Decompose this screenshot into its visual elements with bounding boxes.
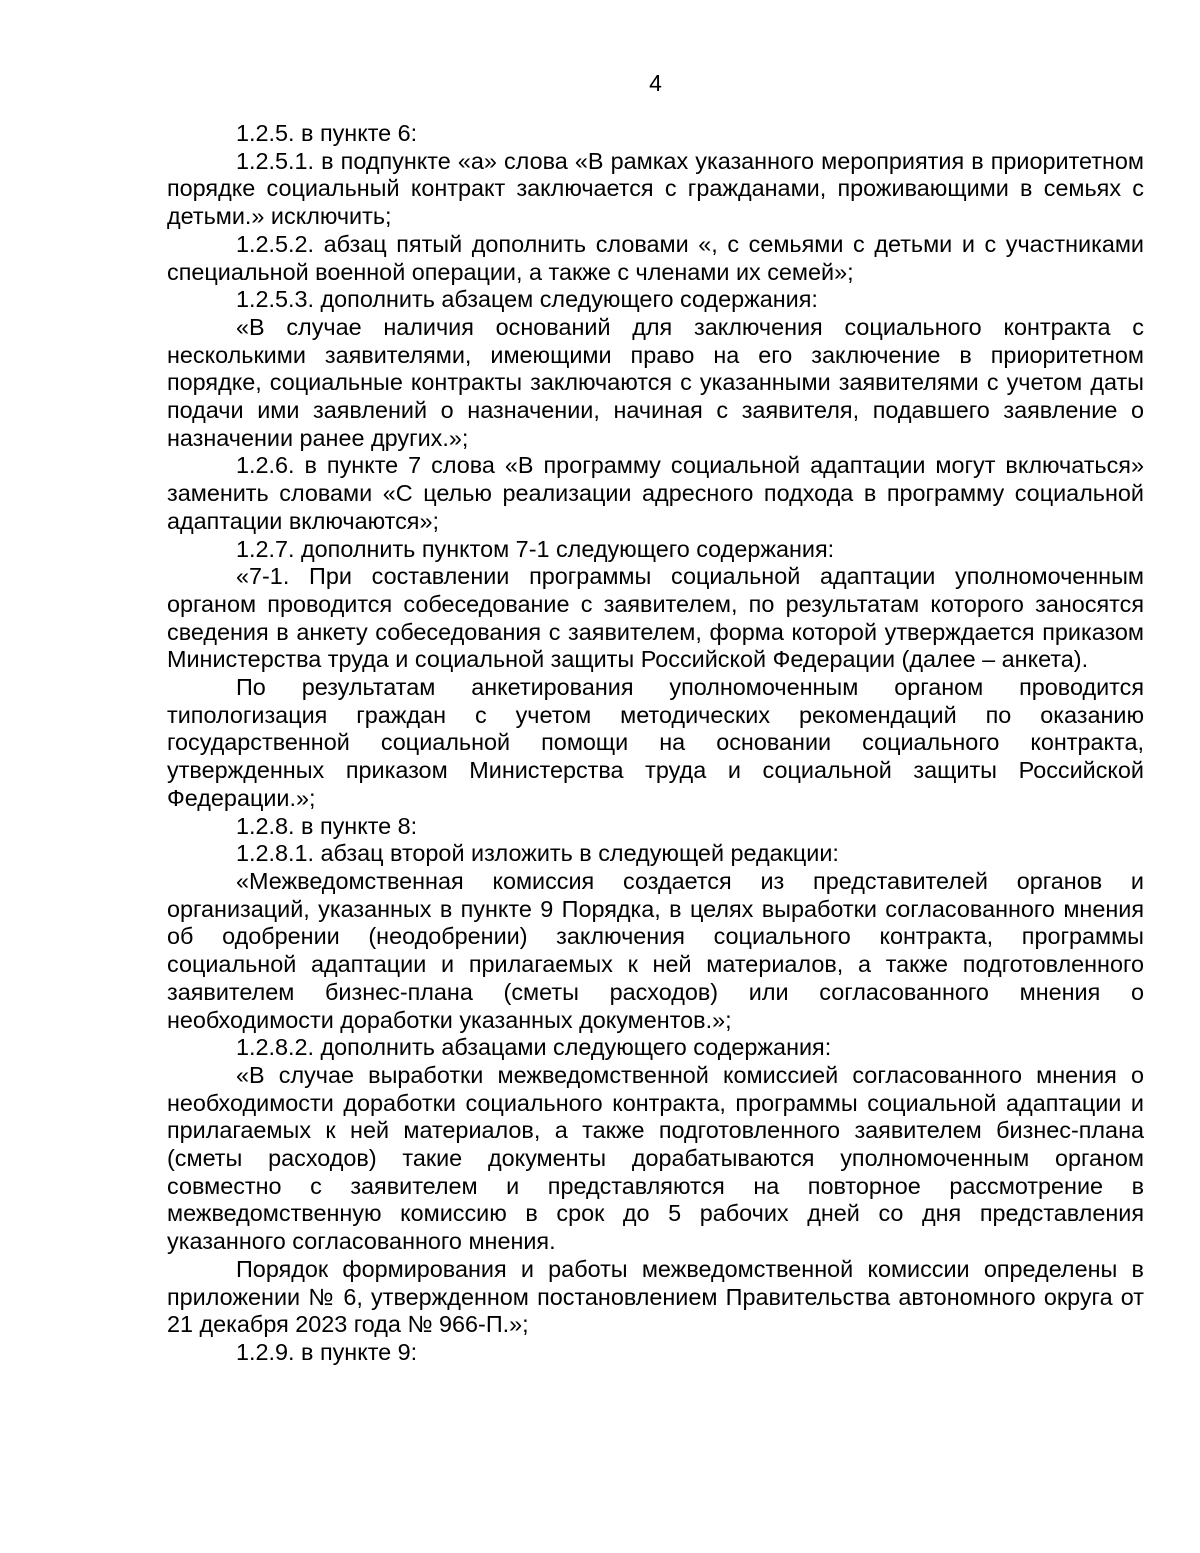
- paragraph-1-2-5: 1.2.5. в пункте 6:: [236, 120, 418, 146]
- paragraph-1-2-8-1: 1.2.8.1. абзац второй изложить в следующей редакции:: [236, 840, 839, 867]
- paragraph-1-2-6: 1.2.6. в пункте 7 слова «В программу социальной адаптации могут включаться» заменить словами «С целью реализации адресного подхода в программу социальной адаптации включаются»;: [167, 452, 1144, 534]
- paragraph-quote-priority-order: «В случае наличия оснований для заключения социального контракта с несколькими заявителями, имеющими право на его заключение в приоритетном порядке, социальные контракты заключаются с указанными заявителями с учетом даты подачи ими заявлений о назначении, начиная с заявителя, подавшего заявление о назначении ранее других.»;: [167, 313, 1144, 451]
- paragraph-1-2-5-1: 1.2.5.1. в подпункте «а» слова «В рамках указанного мероприятия в приоритетном порядке социальный контракт заключается с гражданами, проживающими в семьях с детьми.» исключить;: [167, 147, 1144, 230]
- paragraph-1-2-8: 1.2.8. в пункте 8:: [236, 812, 418, 839]
- document-body: [167, 120, 1144, 1367]
- page-number: 4: [649, 70, 662, 96]
- paragraph-1-2-8-2: 1.2.8.2. дополнить абзацами следующего содержания:: [236, 1034, 832, 1061]
- paragraph-quote-commission: «Межведомственная комиссия создается из представителей органов и организаций, указанных в пункте 9 Порядка, в целях выработки согласованного мнения об одобрении (неодобрении) заключения социального контракта, программы социальной адаптации и прилагаемых к ней материалов, а также подготовленного заявителем бизнес-плана (сметы расходов) или согласованного мнения о необходимости доработки указанных документов.»;: [167, 867, 1144, 1033]
- paragraph-quote-revision: «В случае выработки межведомственной комиссией согласованного мнения о необходимости доработки социального контракта, программы социальной адаптации и прилагаемых к ней материалов, а также подготовленного заявителем бизнес-плана (сметы расходов) такие документы дорабатываются уполномоченным органом совместно с заявителем и представляются на повторное рассмотрение в межведомственную комиссию в срок до 5 рабочих дней со дня представления указанного согласованного мнения.: [167, 1061, 1144, 1255]
- paragraph-1-2-5-2: 1.2.5.2. абзац пятый дополнить словами «, с семьями с детьми и с участниками специальной военной операции, а также с членами их семей»;: [167, 230, 1144, 285]
- paragraph-1-2-5-3: 1.2.5.3. дополнить абзацем следующего содержания:: [236, 286, 818, 313]
- paragraph-commission-order: Порядок формирования и работы межведомственной комиссии определены в приложении № 6, утвержденном постановлением Правительства автономного округа от 21 декабря 2023 года № 966-П.»;: [167, 1255, 1144, 1338]
- paragraph-quote-7-1: «7-1. При составлении программы социальной адаптации уполномоченным органом проводится собеседование с заявителем, по результатам которого заносятся сведения в анкету собеседования с заявителем, форма которой утверждается приказом Министерства труда и социальной защиты Российской Федерации (далее – анкета).: [167, 563, 1144, 673]
- paragraph-1-2-9: 1.2.9. в пункте 9:: [236, 1338, 418, 1365]
- paragraph-typologization: По результатам анкетирования уполномоченным органом проводится типологизация граждан с учетом методических рекомендаций по оказанию государственной социальной помощи на основании социального контракта, утвержденных приказом Министерства труда и социальной защиты Российской Федерации.»;: [167, 674, 1144, 811]
- paragraph-1-2-7: 1.2.7. дополнить пунктом 7-1 следующего содержания:: [236, 535, 835, 562]
